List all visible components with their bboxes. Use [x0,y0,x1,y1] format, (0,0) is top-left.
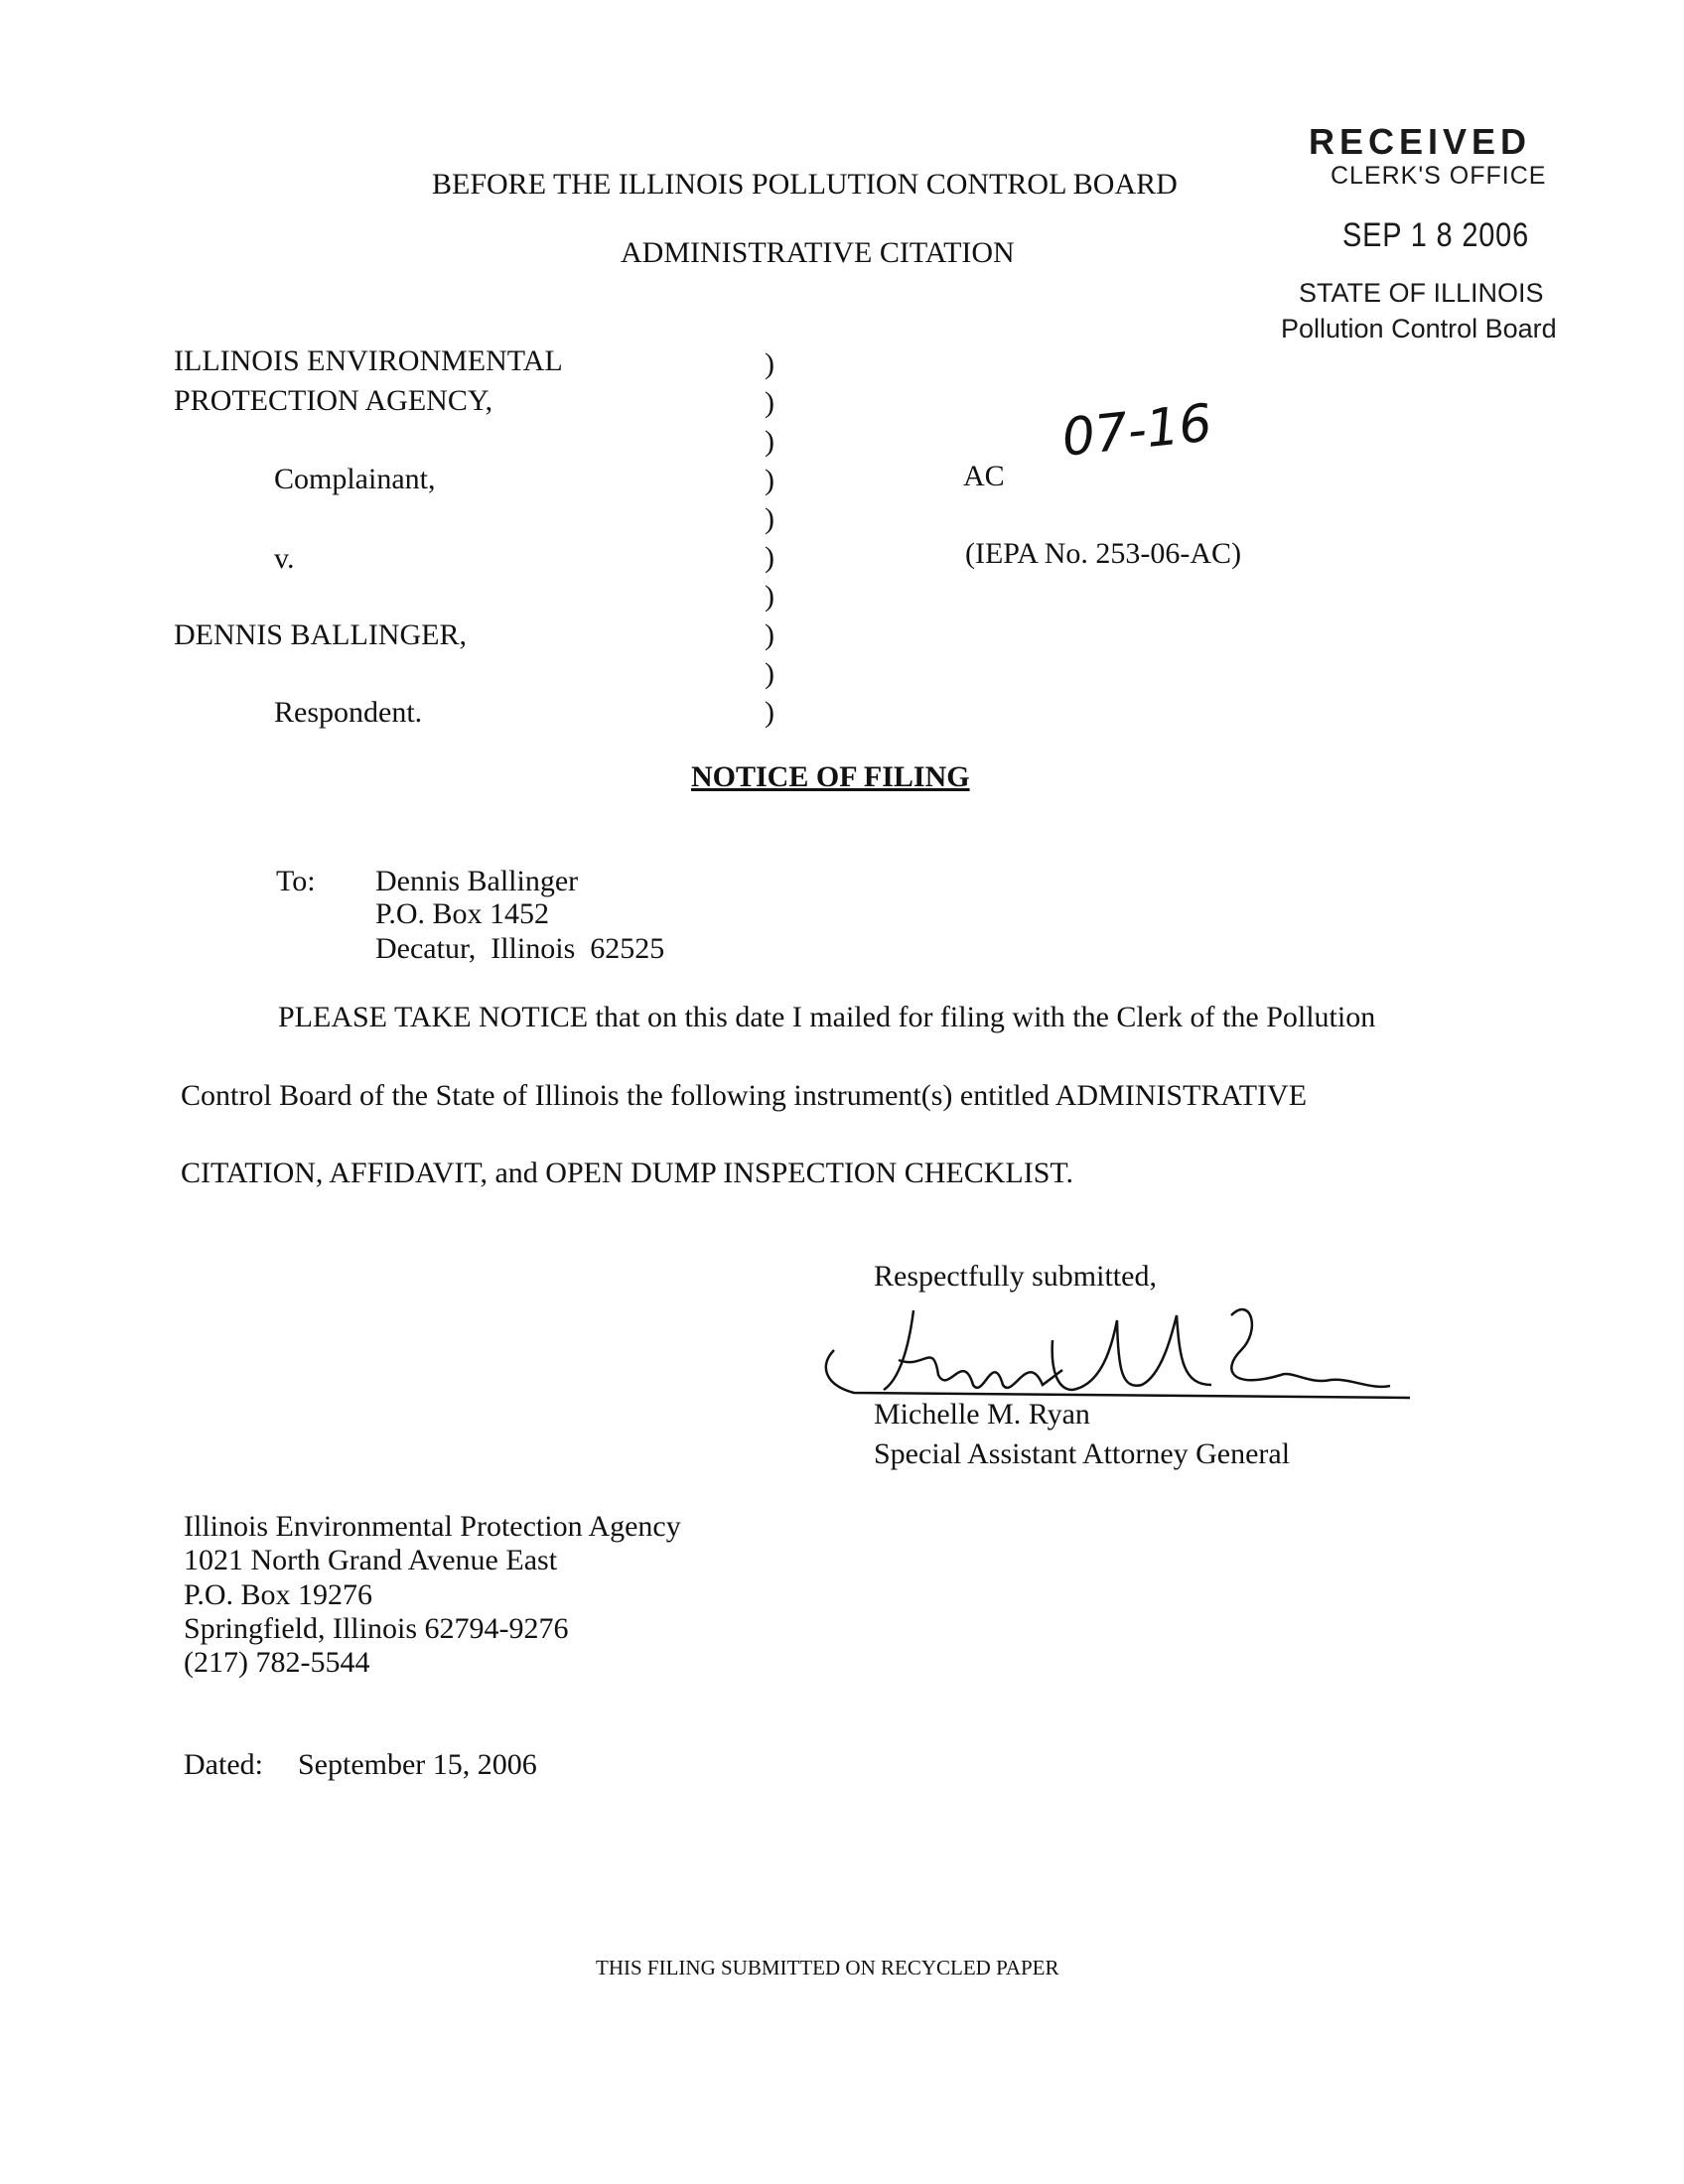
ac-number-handwritten: 07-16 [1058,393,1215,469]
caption-paren: ) [765,502,774,535]
stamp-board: Pollution Control Board [1281,314,1557,343]
to-label: To: [276,865,316,897]
notice-title: NOTICE OF FILING [691,760,970,793]
stamp-received: RECEIVED [1309,121,1532,162]
respondent-name: DENNIS BALLINGER, [174,618,467,651]
caption-paren: ) [765,618,774,651]
caption-paren: ) [765,464,774,496]
complainant-role: Complainant, [274,463,436,495]
caption-paren: ) [765,386,774,419]
caption-paren: ) [765,425,774,458]
to-name: Dennis Ballinger [375,865,579,897]
ac-label: AC [963,460,1005,492]
closing: Respectfully submitted, [874,1260,1157,1293]
agency-street: 1021 North Grand Avenue East [184,1544,558,1576]
stamp-state: STATE OF ILLINOIS [1299,278,1544,308]
complainant-name-line2: PROTECTION AGENCY, [174,384,493,417]
complainant-name-line1: ILLINOIS ENVIRONMENTAL [174,344,563,377]
iepa-number: (IEPA No. 253-06-AC) [965,537,1242,570]
caption-paren: ) [765,541,774,574]
agency-phone: (217) 782-5544 [184,1646,370,1679]
caption-paren: ) [765,657,774,690]
versus-label: v. [274,542,295,575]
dated-value: September 15, 2006 [298,1748,537,1781]
notice-body-line2: Control Board of the State of Illinois the following instrument(s) entitled ADMINISTRATIVE [181,1079,1308,1112]
signatory-name: Michelle M. Ryan [874,1398,1090,1431]
caption-paren: ) [765,347,774,380]
document-type-heading: ADMINISTRATIVE CITATION [621,236,1015,269]
agency-box: P.O. Box 19276 [184,1578,373,1611]
stamp-date: SEP 1 8 2006 [1342,216,1530,254]
agency-name: Illinois Environmental Protection Agency [184,1510,681,1543]
stamp-office: CLERK'S OFFICE [1331,162,1547,190]
court-heading: BEFORE THE ILLINOIS POLLUTION CONTROL BOARD [432,168,1178,201]
caption-paren: ) [765,696,774,729]
agency-city: Springfield, Illinois 62794-9276 [184,1612,569,1645]
notice-body-line1: PLEASE TAKE NOTICE that on this date I mailed for filing with the Clerk of the Pollution [278,1001,1376,1033]
notice-body-line3: CITATION, AFFIDAVIT, and OPEN DUMP INSPECTION CHECKLIST. [181,1157,1074,1189]
dated-label: Dated: [184,1748,263,1781]
signatory-title: Special Assistant Attorney General [874,1437,1291,1470]
respondent-role: Respondent. [274,696,423,729]
caption-paren: ) [765,580,774,613]
to-city: Decatur, Illinois 62525 [375,932,665,965]
recycled-paper-note: THIS FILING SUBMITTED ON RECYCLED PAPER [596,1956,1059,1979]
to-box: P.O. Box 1452 [375,897,550,930]
